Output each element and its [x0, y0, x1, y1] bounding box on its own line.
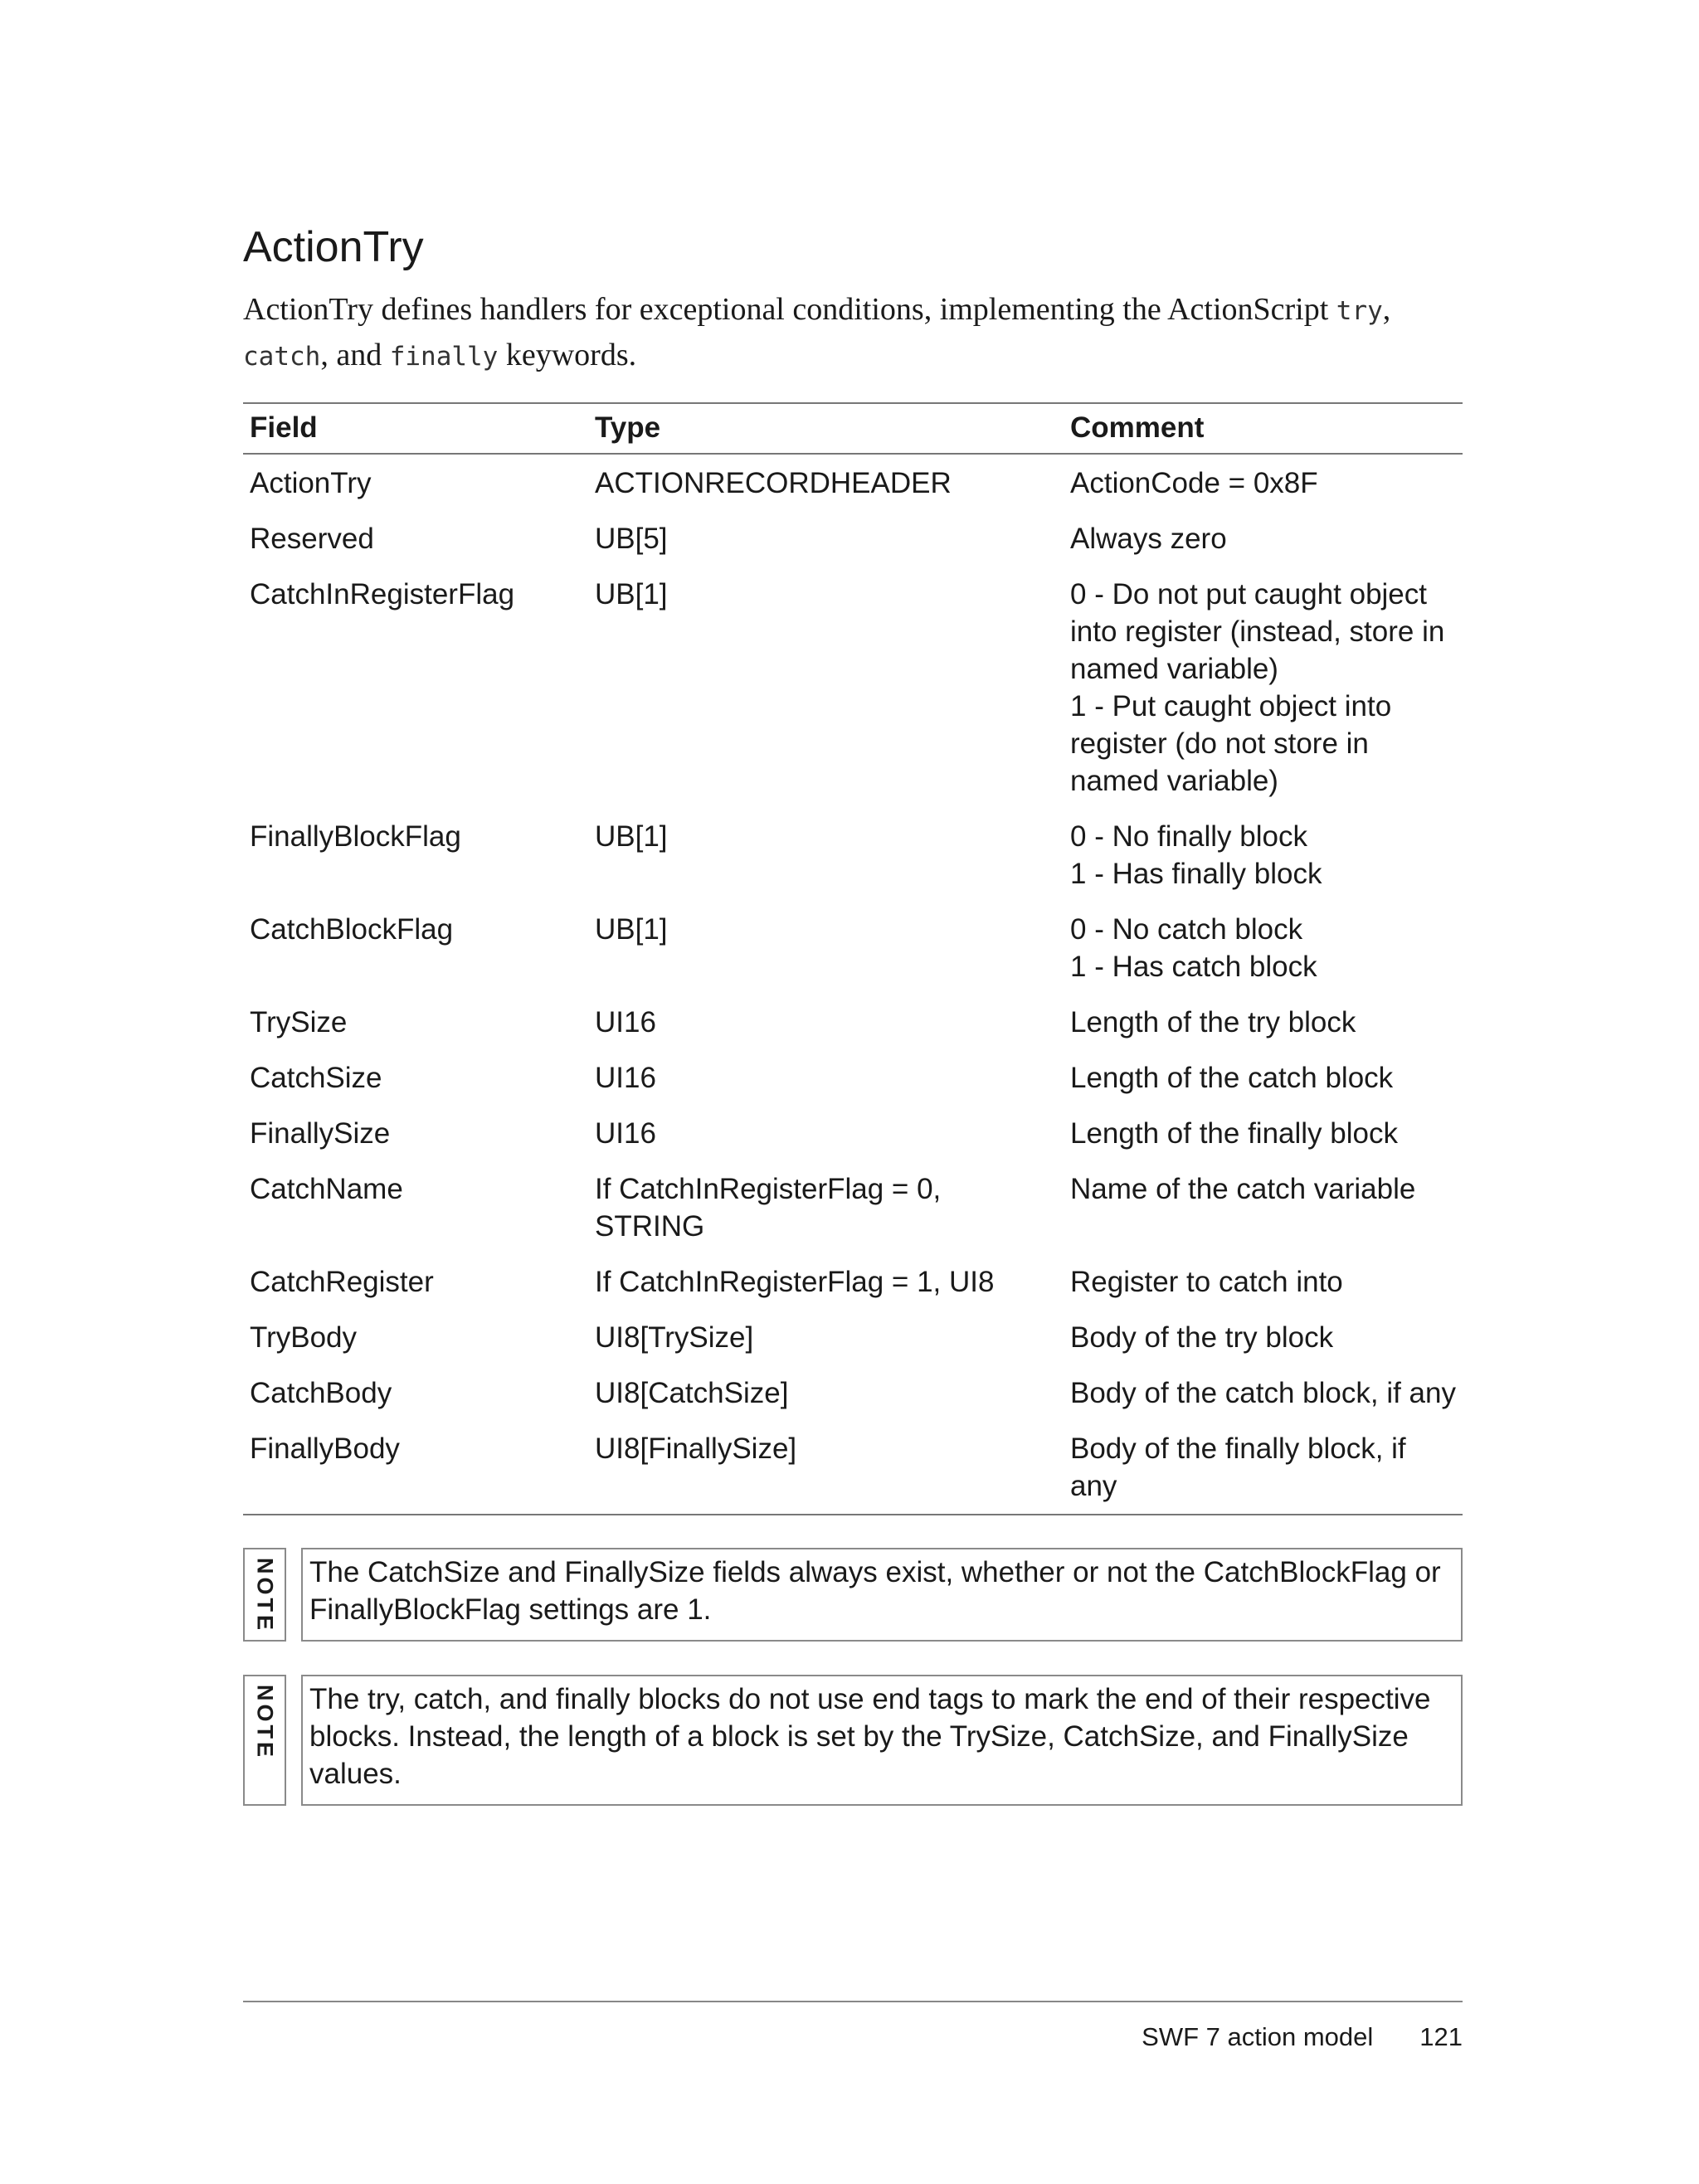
- cell-type: UI16: [595, 1062, 656, 1095]
- field-table: [243, 402, 1463, 1515]
- comment-line: Always zero: [1070, 523, 1227, 556]
- comment-line: Body of the catch block, if any: [1070, 1377, 1456, 1410]
- cell-field: FinallyBody: [250, 1432, 400, 1466]
- cell-field: ActionTry: [250, 467, 372, 500]
- comment-line: 1 - Has catch block: [1070, 951, 1317, 984]
- cell-type: UI8[TrySize]: [595, 1321, 754, 1355]
- cell-comment: [1064, 567, 1463, 809]
- cell-field: Reserved: [250, 523, 374, 556]
- notes-section: [243, 1548, 1463, 1806]
- cell-field: CatchRegister: [250, 1266, 434, 1299]
- table-row: [243, 995, 1463, 1050]
- comment-line: 1 - Has finally block: [1070, 858, 1322, 891]
- cell-type: If CatchInRegisterFlag = 0, STRING: [595, 1173, 942, 1243]
- cell-comment: [1064, 511, 1463, 567]
- cell-comment: [1064, 1310, 1463, 1365]
- page-content: [243, 224, 1463, 1839]
- note-label: NOTE: [252, 1558, 278, 1634]
- cell-field: TryBody: [250, 1321, 358, 1355]
- intro-text-3: , and: [320, 338, 390, 373]
- note-box: [243, 1548, 1463, 1642]
- table-row: [243, 1254, 1463, 1310]
- cell-type: UB[5]: [595, 523, 668, 556]
- cell-comment: [1064, 1421, 1463, 1515]
- intro-paragraph: [243, 288, 1463, 379]
- intro-text-1: ActionTry defines handlers for exceptional conditions, implementing the ActionScript: [243, 292, 1336, 328]
- cell-field: CatchBody: [250, 1377, 392, 1410]
- cell-field: TrySize: [250, 1006, 348, 1039]
- note-text: The CatchSize and FinallySize fields always exist, whether or not the CatchBlockFlag or FinallyBlockFlag settings are 1.: [301, 1548, 1463, 1642]
- cell-field: CatchBlockFlag: [250, 913, 454, 946]
- note-text: The try, catch, and finally blocks do not use end tags to mark the end of their respective blocks. Instead, the length of a block is set by the TrySize, CatchSize, and FinallySize values.: [301, 1675, 1463, 1806]
- cell-comment: [1064, 995, 1463, 1050]
- cell-field: FinallyBlockFlag: [250, 820, 461, 854]
- note-label-box: [243, 1675, 286, 1806]
- note-label: NOTE: [252, 1685, 278, 1761]
- cell-comment: [1064, 1254, 1463, 1310]
- keyword-catch: catch: [243, 342, 321, 372]
- table-row: [243, 1106, 1463, 1161]
- note-box: [243, 1675, 1463, 1806]
- cell-field: CatchSize: [250, 1062, 382, 1095]
- cell-comment: [1064, 902, 1463, 995]
- header-type: Type: [595, 411, 661, 445]
- cell-type: ACTIONRECORDHEADER: [595, 467, 952, 500]
- table-body: [243, 454, 1463, 1515]
- comment-line: 1 - Put caught object into register (do not store in named variable): [1070, 690, 1392, 798]
- cell-type: UB[1]: [595, 820, 668, 854]
- cell-comment: [1064, 1161, 1463, 1254]
- keyword-finally: finally: [389, 342, 499, 372]
- comment-line: 0 - No finally block: [1070, 820, 1307, 854]
- intro-text-4: keywords.: [498, 338, 637, 373]
- cell-type: UI8[FinallySize]: [595, 1432, 797, 1466]
- cell-field: FinallySize: [250, 1117, 391, 1150]
- comment-line: Register to catch into: [1070, 1266, 1343, 1299]
- cell-type: If CatchInRegisterFlag = 1, UI8: [595, 1266, 995, 1299]
- header-field: Field: [250, 411, 318, 445]
- table-row: [243, 902, 1463, 995]
- footer-page-number: 121: [1419, 2022, 1463, 2051]
- table-row: [243, 1050, 1463, 1106]
- comment-line: Body of the finally block, if any: [1070, 1432, 1406, 1503]
- table-row: [243, 454, 1463, 511]
- cell-comment: [1064, 1365, 1463, 1421]
- cell-comment: [1064, 454, 1463, 511]
- table-row: [243, 1421, 1463, 1515]
- cell-type: UI16: [595, 1006, 656, 1039]
- table-row: [243, 511, 1463, 567]
- cell-comment: [1064, 809, 1463, 902]
- cell-field: CatchName: [250, 1173, 403, 1206]
- cell-field: CatchInRegisterFlag: [250, 578, 515, 611]
- comment-line: Body of the try block: [1070, 1321, 1334, 1355]
- header-comment: Comment: [1070, 411, 1205, 445]
- table-row: [243, 567, 1463, 809]
- section-heading: ActionTry: [243, 223, 424, 271]
- comment-line: ActionCode = 0x8F: [1070, 467, 1318, 500]
- page-footer: [243, 2001, 1463, 2051]
- keyword-try: try: [1336, 296, 1383, 327]
- cell-type: UB[1]: [595, 913, 668, 946]
- comment-line: Length of the finally block: [1070, 1117, 1398, 1150]
- cell-type: UB[1]: [595, 578, 668, 611]
- table-row: [243, 1365, 1463, 1421]
- comment-line: 0 - No catch block: [1070, 913, 1303, 946]
- cell-comment: [1064, 1106, 1463, 1161]
- intro-text-2: ,: [1382, 292, 1391, 328]
- cell-type: UI16: [595, 1117, 656, 1150]
- note-label-box: [243, 1548, 286, 1642]
- table-row: [243, 1310, 1463, 1365]
- cell-type: UI8[CatchSize]: [595, 1377, 789, 1410]
- table-header-row: [243, 403, 1463, 454]
- comment-line: Length of the catch block: [1070, 1062, 1394, 1095]
- cell-comment: [1064, 1050, 1463, 1106]
- table-row: [243, 1161, 1463, 1254]
- table-row: [243, 809, 1463, 902]
- comment-line: 0 - Do not put caught object into register (instead, store in named variable): [1070, 578, 1445, 686]
- footer-section-title: SWF 7 action model: [1142, 2022, 1374, 2051]
- comment-line: Length of the try block: [1070, 1006, 1356, 1039]
- comment-line: Name of the catch variable: [1070, 1173, 1416, 1206]
